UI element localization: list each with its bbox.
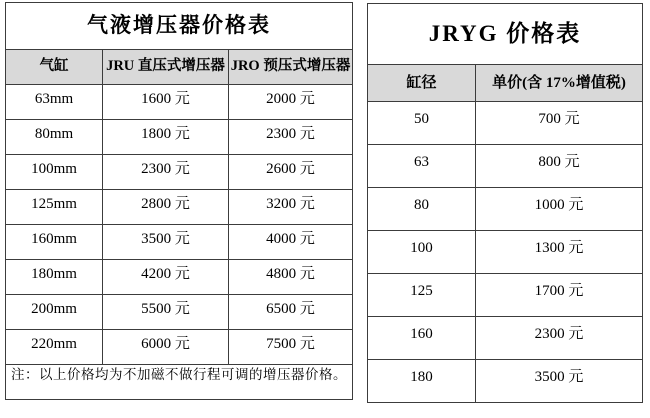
table-cell: 50 — [368, 102, 476, 145]
table-row — [368, 360, 643, 403]
table-cell: 220mm — [6, 330, 103, 365]
table-cell: 800 元 — [476, 145, 643, 188]
column-header: 缸径 — [368, 65, 476, 102]
table-cell: 1800 元 — [103, 120, 229, 155]
table-cell: 1700 元 — [476, 274, 643, 317]
table-cell: 3500 元 — [103, 225, 229, 260]
table-note-row — [6, 365, 353, 400]
table-cell: 5500 元 — [103, 295, 229, 330]
table-cell: 200mm — [6, 295, 103, 330]
table-cell: 4200 元 — [103, 260, 229, 295]
table-cell: 7500 元 — [229, 330, 353, 365]
table-cell: 180mm — [6, 260, 103, 295]
table-cell: 6000 元 — [103, 330, 229, 365]
jryg-table-title: JRYG 价格表 — [368, 4, 643, 65]
table-cell: 63mm — [6, 85, 103, 120]
table-row — [368, 231, 643, 274]
booster-column-header-row — [6, 50, 353, 85]
column-header: JRU 直压式增压器 — [103, 50, 229, 85]
table-cell: 160 — [368, 317, 476, 360]
column-header: JRO 预压式增压器 — [229, 50, 353, 85]
table-title-row — [368, 4, 643, 65]
table-row — [368, 102, 643, 145]
booster-table-note: 注：以上价格均为不加磁不做行程可调的增压器价格。 — [6, 365, 353, 400]
column-header: 气缸 — [6, 50, 103, 85]
table-row — [6, 120, 353, 155]
table-cell: 3200 元 — [229, 190, 353, 225]
table-cell: 4000 元 — [229, 225, 353, 260]
table-cell: 100mm — [6, 155, 103, 190]
table-cell: 125mm — [6, 190, 103, 225]
table-row — [6, 190, 353, 225]
booster-table-body — [6, 85, 353, 365]
table-cell: 6500 元 — [229, 295, 353, 330]
table-cell: 80mm — [6, 120, 103, 155]
table-cell: 180 — [368, 360, 476, 403]
table-row — [6, 225, 353, 260]
table-cell: 4800 元 — [229, 260, 353, 295]
table-cell: 2800 元 — [103, 190, 229, 225]
table-row — [368, 317, 643, 360]
table-cell: 100 — [368, 231, 476, 274]
table-cell: 2300 元 — [103, 155, 229, 190]
table-cell: 80 — [368, 188, 476, 231]
jryg-price-table — [367, 3, 643, 403]
table-cell: 1000 元 — [476, 188, 643, 231]
table-cell: 2000 元 — [229, 85, 353, 120]
table-cell: 1300 元 — [476, 231, 643, 274]
table-cell: 160mm — [6, 225, 103, 260]
table-row — [6, 295, 353, 330]
table-cell: 3500 元 — [476, 360, 643, 403]
table-row — [6, 85, 353, 120]
table-cell: 125 — [368, 274, 476, 317]
table-cell: 63 — [368, 145, 476, 188]
table-row — [6, 260, 353, 295]
table-row — [368, 274, 643, 317]
column-header: 单价(含 17%增值税) — [476, 65, 643, 102]
table-row — [368, 188, 643, 231]
table-row — [6, 330, 353, 365]
table-cell: 2600 元 — [229, 155, 353, 190]
table-row — [6, 155, 353, 190]
table-cell: 1600 元 — [103, 85, 229, 120]
table-cell: 2300 元 — [476, 317, 643, 360]
booster-table-title: 气液增压器价格表 — [6, 3, 353, 50]
jryg-table-body — [368, 102, 643, 403]
table-cell: 2300 元 — [229, 120, 353, 155]
table-row — [368, 145, 643, 188]
table-cell: 700 元 — [476, 102, 643, 145]
table-title-row — [6, 3, 353, 50]
booster-price-table — [5, 2, 353, 400]
jryg-column-header-row — [368, 65, 643, 102]
